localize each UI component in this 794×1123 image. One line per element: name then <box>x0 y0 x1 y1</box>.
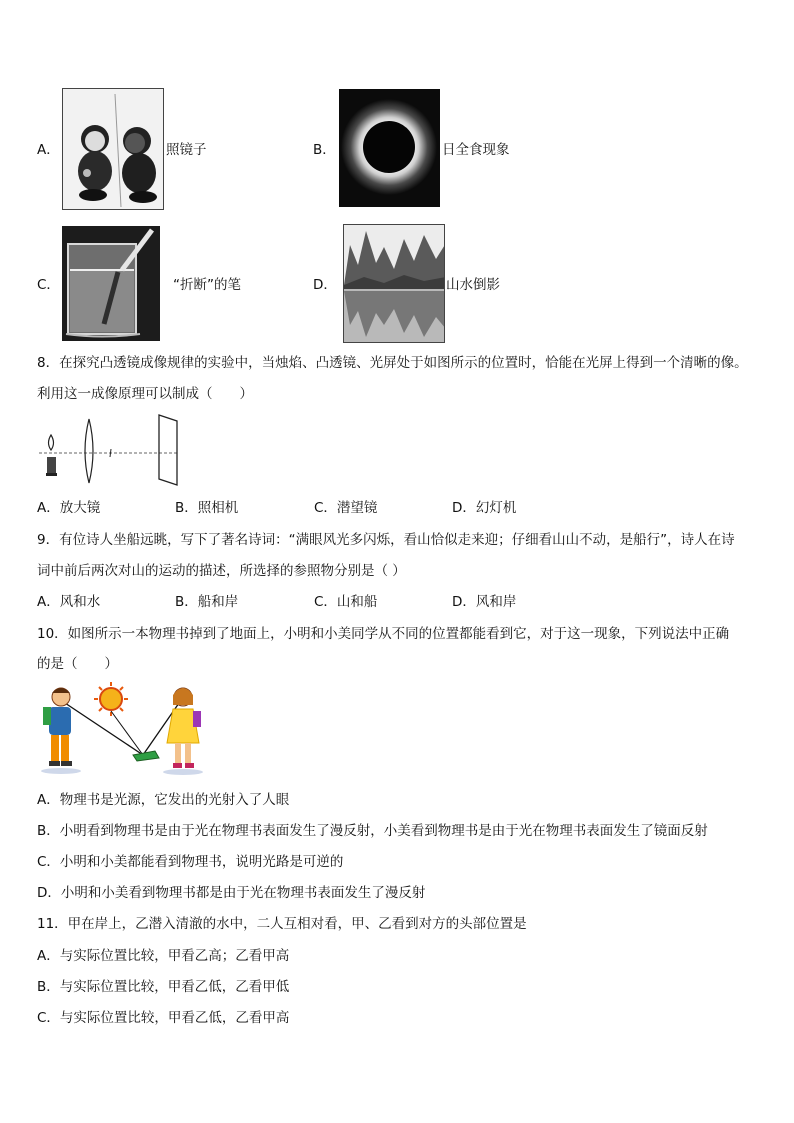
q9-stem-line1: 9．有位诗人坐船远眺，写下了著名诗词：“满眼风光多闪烁，看山恰似走来迎；仔细看山山不动，是船行”，诗人在诗 <box>37 532 735 548</box>
q11-option-b: B．与实际位置比较，甲看乙低，乙看甲低 <box>37 979 290 995</box>
q11-stem-line1: 11．甲在岸上，乙潜入清澈的水中，二人互相对看，甲、乙看到对方的头部位置是 <box>37 916 527 932</box>
solar-eclipse-photo <box>339 89 440 207</box>
q7-option-c-caption: “折断”的笔 <box>173 277 241 293</box>
q7-option-c-letter: C． <box>37 277 60 293</box>
mountain-reflection-photo <box>343 224 445 343</box>
q7-option-b-letter: B． <box>313 142 336 158</box>
q8-option-b: B．照相机 <box>175 500 239 516</box>
pen-in-water-photo <box>62 226 160 341</box>
q10-option-a: A．物理书是光源，它发出的光射入了人眼 <box>37 792 290 808</box>
q8-option-c: C．潜望镜 <box>314 500 378 516</box>
q9-option-b: B．船和岸 <box>175 594 239 610</box>
q8-stem-line2: 利用这一成像原理可以制成（ ） <box>37 386 253 402</box>
q10-stem-line2: 的是（ ） <box>37 656 118 672</box>
q9-option-d: D．风和岸 <box>452 594 517 610</box>
q9-option-c: C．山和船 <box>314 594 378 610</box>
lens-setup-diagram <box>37 413 182 487</box>
q10-option-d: D．小明和小美看到物理书都是由于光在物理书表面发生了漫反射 <box>37 885 426 901</box>
book-viewing-illustration <box>37 681 217 779</box>
q8-option-a: A．放大镜 <box>37 500 101 516</box>
q7-option-a-caption: 照镜子 <box>166 142 207 158</box>
q7-option-d-letter: D． <box>313 277 337 293</box>
q9-stem-line2: 词中前后两次对山的运动的描述，所选择的参照物分别是（ ） <box>37 563 406 579</box>
candle-lens-screen-figure <box>37 413 182 487</box>
q7-option-b-caption: 日全食现象 <box>442 142 510 158</box>
q7-option-d-caption: 山水倒影 <box>446 277 500 293</box>
students-sun-book-figure <box>37 681 217 779</box>
q10-stem-line1: 10．如图所示一本物理书掉到了地面上，小明和小美同学从不同的位置都能看到它，对于这一现象，下列说法中正确 <box>37 626 730 642</box>
q11-option-c: C．与实际位置比较，甲看乙低，乙看甲高 <box>37 1010 290 1026</box>
mirror-figures-photo <box>62 88 164 210</box>
q7-option-a-letter: A． <box>37 142 60 158</box>
q8-stem-line1: 8．在探究凸透镜成像规律的实验中，当烛焰、凸透镜、光屏处于如图所示的位置时，恰能在光屏上得到一个清晰的像。 <box>37 355 748 371</box>
q8-option-d: D．幻灯机 <box>452 500 517 516</box>
sun-icon <box>94 682 128 716</box>
q10-option-b: B．小明看到物理书是由于光在物理书表面发生了漫反射，小美看到物理书是由于光在物理书表面发生了镜面反射 <box>37 823 708 839</box>
q10-option-c: C．小明和小美都能看到物理书，说明光路是可逆的 <box>37 854 344 870</box>
q11-option-a: A．与实际位置比较，甲看乙高；乙看甲高 <box>37 948 290 964</box>
q9-option-a: A．风和水 <box>37 594 101 610</box>
